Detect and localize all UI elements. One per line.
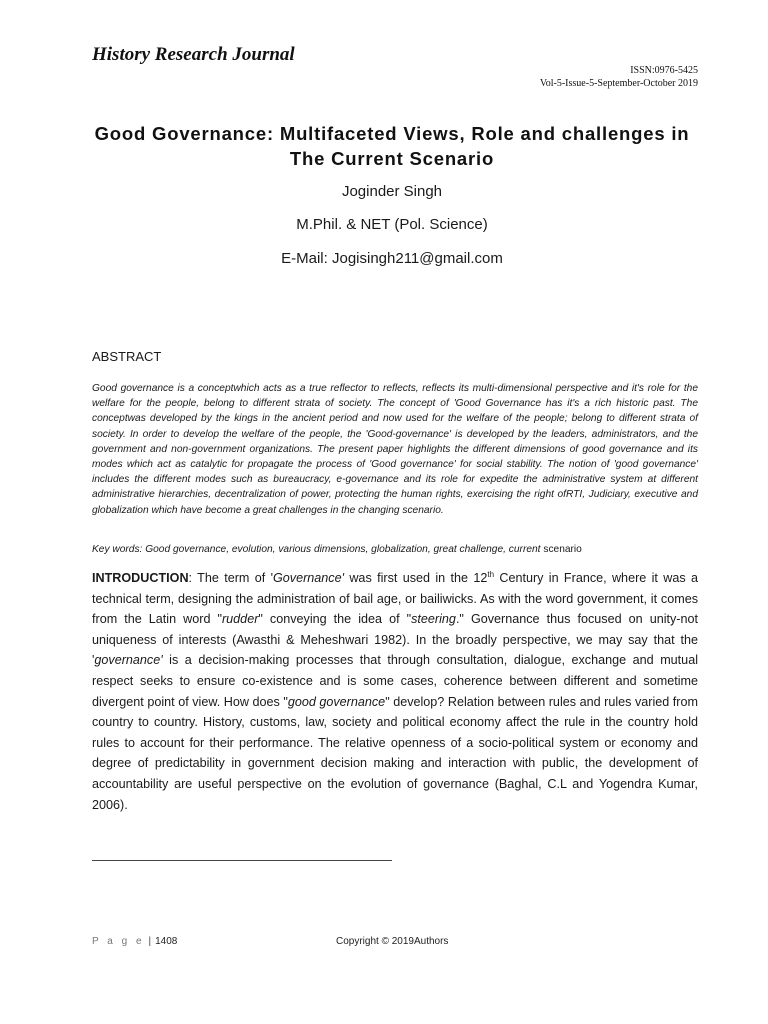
- introduction-paragraph: [92, 568, 698, 815]
- keywords-tail: scenario: [540, 544, 582, 555]
- intro-emphasis: steering: [411, 612, 456, 627]
- issn-block: [540, 64, 698, 90]
- page-label: P a g e: [92, 936, 145, 947]
- footnote-divider: [92, 860, 392, 861]
- abstract-heading: ABSTRACT: [92, 349, 162, 364]
- page-number: 1408: [155, 936, 178, 947]
- intro-text: : The term of ': [188, 571, 273, 585]
- intro-text: " conveying the idea of ": [258, 612, 412, 627]
- intro-text: ." Governance thus focused on unity-not uniqueness of interests (Awasthi & Meheshwari 1982). In the broadly perspective, we may say that the ': [92, 612, 698, 668]
- intro-text: Century in France, where it was a technical term, designing the administration of bail age, or bailiwicks. As with the word government, it comes from the Latin word ": [92, 571, 698, 627]
- author-email: E-Mail: Jogisingh211@gmail.com: [281, 250, 503, 267]
- intro-emphasis: rudder: [221, 612, 259, 627]
- intro-text: is a decision-making processes that through consultation, dialogue, exchange and mutual respect seeks to ensure co-existence and is some cases, coherence between different and sometime divergent point of view. How does ": [92, 653, 698, 709]
- copyright-notice: Copyright © 2019Authors: [336, 936, 449, 947]
- keywords-italic: Key words: Good governance, evolution, various dimensions, globalization, great challenge, current: [92, 544, 541, 555]
- journal-name: History Research Journal: [92, 44, 295, 65]
- volume-issue: Vol-5-Issue-5-September-October 2019: [539, 78, 698, 89]
- author-qualification: M.Phil. & NET (Pol. Science): [296, 216, 488, 233]
- title-line-1: Good Governance: Multifaceted Views, Role and challenges in: [94, 123, 690, 144]
- title-line-2: The Current Scenario: [289, 148, 495, 169]
- page-footer: [92, 936, 177, 947]
- author-name: Joginder Singh: [341, 183, 443, 200]
- intro-text: was first used in the 12: [344, 571, 488, 585]
- intro-emphasis: good governance: [287, 694, 386, 709]
- introduction-label: INTRODUCTION: [92, 571, 189, 585]
- keywords: [92, 543, 698, 557]
- article-title: [70, 121, 714, 171]
- intro-text: " develop? Relation between rules and rules varied from country to country. History, customs, law, society and political economy affect the rule in the country hold rules to account for their performance. The relative openness of a socio-political system or economy and degree of predictability in government decision making and interaction with public, the development of accountability are useful perspective on the evolution of governance (Baghal, C.L and Yogendra Kumar, 2006).: [92, 694, 698, 812]
- intro-emphasis: Governance': [272, 571, 344, 585]
- abstract-text: Good governance is a conceptwhich acts as a true reflector to reflects, reflects its multi-dimensional perspective and it's role for the welfare for the people, belong to different strata of society. The concept of 'Good Governance has it's a rich historic past. The conceptwas developed by the kings in the ancient period and now used for the welfare of the people; belong to different strata of society. In order to develop the welfare of the people, the 'Good-governance' is developed by the leaders, administrators, and the government and non-government organizations. The present paper highlights the different dimensions of good governance and its modes which act as catalytic for propagate the process of 'Good governance' for social stability. The notion of 'good governance' includes the different modes such as bureaucracy, e-governance and its role for expedite the administrative system at different administrative hierarchies, decentralization of power, protecting the human rights, exercising the right ofRTI, Judiciary, executive and globalization which have become a great challenges in the changing scenario.: [92, 383, 698, 516]
- intro-superscript: th: [487, 569, 495, 579]
- intro-emphasis: governance': [94, 653, 163, 668]
- page-separator: |: [148, 936, 152, 947]
- issn: ISSN:0976-5425: [630, 65, 698, 76]
